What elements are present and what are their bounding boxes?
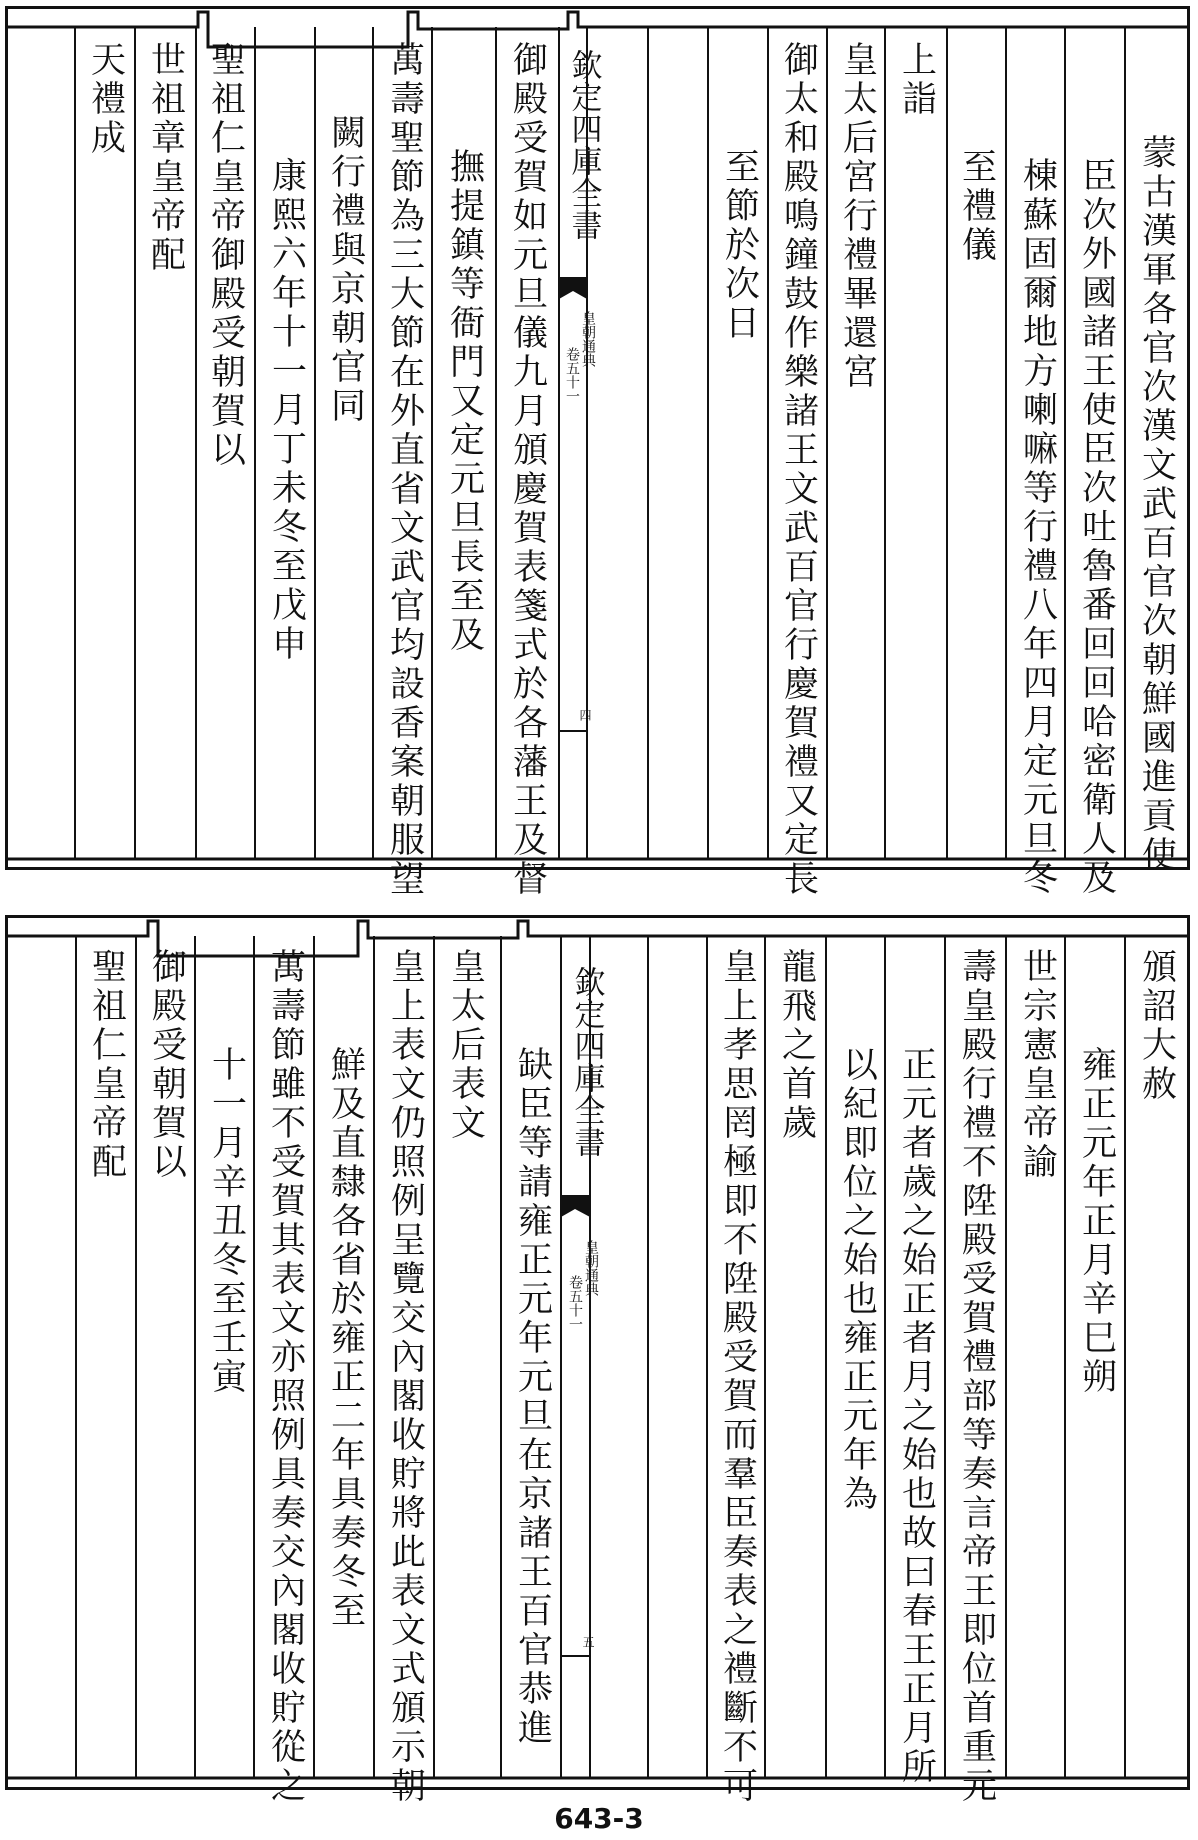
column-text: 鮮及直隸各省於雍正二年具奏冬至 [325, 1046, 366, 1631]
column-text: 蒙古漢軍各官次漢文武百官次朝鮮國進貢使 [1136, 134, 1177, 875]
text-column [77, 918, 135, 1787]
column-text: 頒詔大赦 [1136, 948, 1177, 1104]
column-text: 撫提鎮等衙門又定元旦長至及 [444, 148, 485, 655]
column-text: 至禮儀 [956, 148, 997, 265]
text-column [375, 9, 433, 899]
volume-title: 皇朝通典 [580, 311, 596, 367]
column-text: 聖祖仁皇帝御殿受朝賀以 [205, 41, 246, 470]
column-text: 臣次外國諸王使臣次吐魯番回回哈密衛人及 [1076, 157, 1117, 898]
book-title: 欽定四庫全書 [565, 49, 602, 241]
column-text: 闕行禮與京朝官同 [325, 114, 366, 426]
text-column [503, 918, 561, 1787]
text-column [196, 9, 254, 867]
juan-label: 卷五十一 [564, 347, 580, 403]
text-column [316, 9, 374, 867]
column-text: 十一月辛丑冬至壬寅 [206, 1046, 247, 1397]
center-column [563, 9, 603, 867]
column-text: 康熙六年十一月丁未冬至戊申 [266, 157, 307, 664]
column-text: 雍正元年正月辛巳朔 [1076, 1046, 1117, 1397]
text-column [828, 9, 886, 867]
text-column [76, 9, 134, 867]
text-column [887, 9, 945, 867]
column-text: 御殿受賀如元旦儀九月頒慶賀表箋式於各藩王及督 [507, 41, 548, 899]
column-text: 至節於次日 [719, 148, 760, 343]
text-column [136, 9, 194, 867]
column-text: 世宗憲皇帝諭 [1017, 948, 1058, 1182]
text-column [1127, 9, 1185, 875]
text-column [767, 918, 825, 1787]
volume-title: 皇朝通典 [583, 1240, 599, 1296]
column-text: 萬壽節雖不受賀其表文亦照例具奏交內閣收貯從之 [265, 948, 306, 1806]
text-column [887, 918, 945, 1787]
text-column [316, 918, 374, 1787]
column-text: 以紀即位之始也雍正元年為 [837, 1046, 878, 1514]
text-column [1008, 918, 1066, 1787]
text-column [376, 918, 434, 1806]
text-column [498, 9, 556, 899]
column-text: 缺臣等請雍正元年元旦在京諸王百官恭進 [512, 1046, 553, 1748]
text-column [257, 9, 315, 867]
juan-label: 卷五十一 [567, 1275, 583, 1331]
text-column [710, 9, 768, 867]
text-column [1067, 918, 1125, 1787]
column-text: 聖祖仁皇帝配 [86, 948, 127, 1182]
column-text: 棟蘇固爾地方喇嘛等行禮八年四月定元旦冬 [1017, 157, 1058, 898]
text-column [947, 9, 1005, 867]
column-text: 御太和殿鳴鐘鼓作樂諸王文武百官行慶賀禮又定長 [778, 41, 819, 899]
column-text: 皇太后表文 [445, 948, 486, 1143]
page-number: 四 [578, 709, 592, 721]
top-page [5, 6, 1190, 899]
text-column [828, 918, 886, 1787]
text-column [708, 918, 766, 1806]
column-text: 皇上表文仍照例呈覽交內閣收貯將此表文式頒示朝 [385, 948, 426, 1806]
text-column [256, 918, 314, 1806]
column-text: 龍飛之首歲 [776, 948, 817, 1143]
bottom-page [5, 915, 1190, 1806]
book-title: 欽定四庫全書 [568, 966, 605, 1158]
text-column [435, 9, 493, 867]
text-column [1008, 9, 1066, 898]
text-column [1127, 918, 1185, 1787]
column-text: 上詣 [896, 41, 937, 119]
text-column [436, 918, 494, 1787]
column-text: 壽皇殿行禮不陞殿受賀禮部等奏言帝王即位首重元 [956, 948, 997, 1806]
column-text: 御殿受朝賀以 [146, 948, 187, 1182]
text-column [197, 918, 255, 1787]
column-text: 正元者歲之始正者月之始也故曰春王正月所 [896, 1046, 937, 1787]
text-column [947, 918, 1005, 1806]
column-text: 天禮成 [85, 41, 126, 158]
text-column [769, 9, 827, 899]
column-text: 萬壽聖節為三大節在外直省文武官均設香案朝服望 [384, 41, 425, 899]
column-text: 皇上孝思罔極即不陞殿受賀而羣臣奏表之禮斷不可 [717, 948, 758, 1806]
center-column [566, 918, 606, 1787]
text-column [1067, 9, 1125, 898]
column-text: 皇太后宮行禮畢還宮 [837, 41, 878, 392]
footer-page-id: 643-3 [554, 1802, 644, 1835]
text-column [137, 918, 195, 1787]
page-number: 五 [581, 1636, 595, 1648]
column-text: 世祖章皇帝配 [145, 41, 186, 275]
